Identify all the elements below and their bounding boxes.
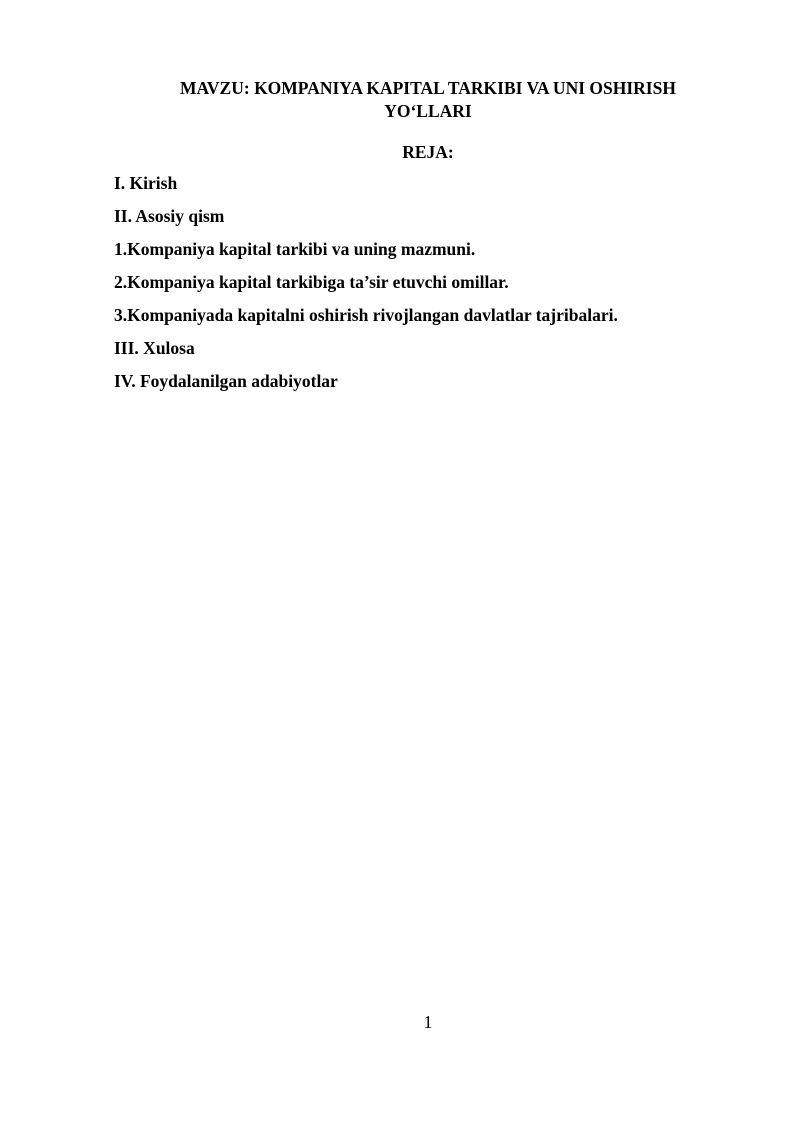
plan-item: 1.Kompaniya kapital tarkibi va uning mazmuni. <box>114 239 476 259</box>
title-line-2: YO‘LLARI <box>384 101 472 121</box>
title-line-1: MAVZU: KOMPANIYA KAPITAL TARKIBI VA UNI OSHIRISH <box>180 78 676 98</box>
plan-item: III. Xulosa <box>114 338 195 358</box>
plan-item: IV. Foydalanilgan adabiyotlar <box>114 371 338 391</box>
plan-list <box>114 172 734 403</box>
document-title <box>140 77 716 123</box>
page-number: 1 <box>423 1012 433 1032</box>
plan-item: II. Asosiy qism <box>114 206 225 226</box>
plan-item: 3.Kompaniyada kapitalni oshirish rivojlangan davlatlar tajribalari. <box>114 305 618 325</box>
plan-item: I. Kirish <box>114 173 178 193</box>
plan-item: 2.Kompaniya kapital tarkibiga ta’sir etuvchi omillar. <box>114 272 509 292</box>
plan-heading: REJA: <box>402 142 454 162</box>
